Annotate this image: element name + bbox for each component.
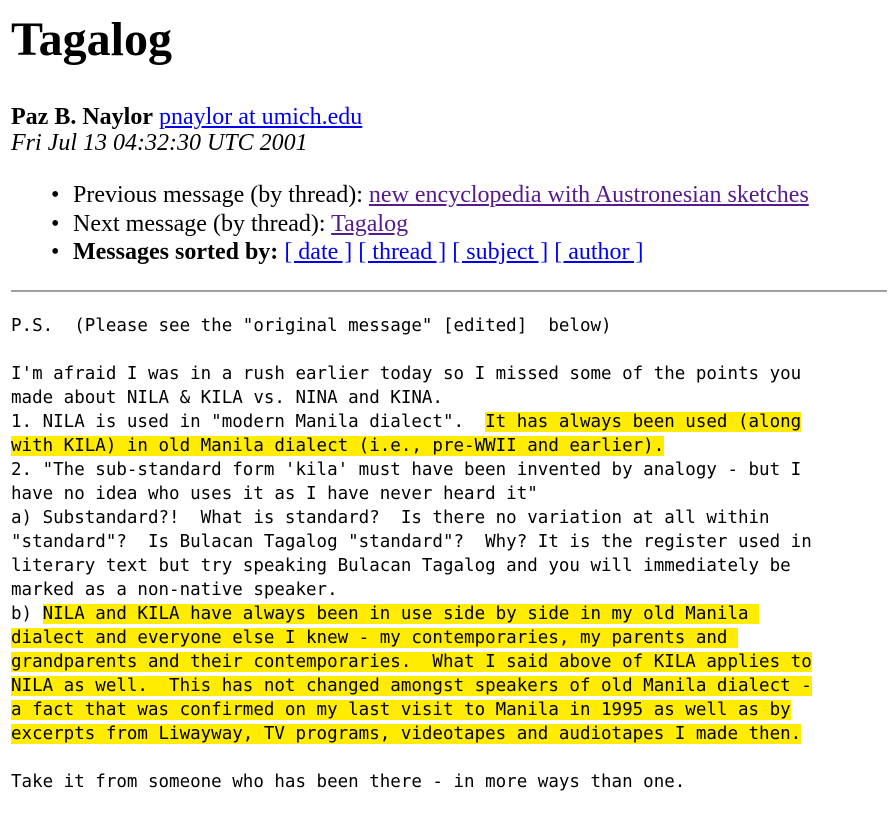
sort-subject-link[interactable]: [ subject ] bbox=[452, 239, 549, 265]
next-message-link[interactable]: Tagalog bbox=[331, 210, 409, 237]
body-line: literary text but try speaking Bulacan Tagalog and you will immediately be bbox=[11, 556, 791, 576]
nav-sorted bbox=[73, 238, 809, 267]
author-line bbox=[11, 103, 362, 131]
sorted-by-label: Messages sorted by: bbox=[73, 239, 285, 265]
message-date: Fri Jul 13 04:32:30 UTC 2001 bbox=[11, 130, 308, 156]
author-email-link[interactable]: pnaylor at umich.edu bbox=[158, 104, 363, 130]
body-line: marked as a non-native speaker. bbox=[11, 580, 338, 600]
nav-next-label: Next message (by thread): bbox=[73, 210, 332, 237]
highlighted-text: NILA and KILA have always been in use side by side in my old Manila bbox=[42, 604, 760, 624]
body-line: have no idea who uses it as I have never heard it" bbox=[11, 484, 538, 504]
body-line: I'm afraid I was in a rush earlier today so I missed some of the points you bbox=[11, 364, 802, 384]
nav-prev bbox=[73, 181, 809, 210]
body-line: 1. NILA is used in "modern Manila dialect". bbox=[11, 412, 486, 432]
divider bbox=[11, 290, 887, 292]
body-line: 2. "The sub-standard form 'kila' must have been invented by analogy - but I bbox=[11, 460, 802, 480]
ps-line: P.S. (Please see the "original message" [edited] below) bbox=[11, 316, 612, 336]
author-name: Paz B. Naylor bbox=[11, 104, 153, 130]
message-nav bbox=[11, 181, 809, 267]
sort-date-link[interactable]: [ date ] bbox=[284, 239, 353, 265]
nav-next bbox=[73, 210, 809, 239]
body-line: b) bbox=[11, 604, 43, 624]
closing-line: Take it from someone who has been there - in more ways than one. bbox=[11, 772, 686, 792]
highlighted-text: excerpts from Liwayway, TV programs, videotapes and audiotapes I made then. bbox=[11, 724, 802, 744]
message-body bbox=[11, 314, 812, 794]
body-line: made about NILA & KILA vs. NINA and KINA. bbox=[11, 388, 443, 408]
body-line: "standard"? Is Bulacan Tagalog "standard"? Why? It is the register used in bbox=[11, 532, 812, 552]
prev-message-link[interactable]: new encyclopedia with Austronesian sketches bbox=[368, 182, 809, 208]
nav-prev-label: Previous message (by thread): bbox=[73, 182, 369, 208]
body-line: a) Substandard?! What is standard? Is there no variation at all within bbox=[11, 508, 770, 528]
page-title: Tagalog bbox=[11, 13, 172, 66]
highlighted-text: NILA as well. This has not changed amongst speakers of old Manila dialect - bbox=[11, 676, 812, 696]
highlighted-text: a fact that was confirmed on my last visit to Manila in 1995 as well as by bbox=[11, 700, 791, 720]
sort-thread-link[interactable]: [ thread ] bbox=[358, 239, 447, 265]
highlighted-text: with KILA) in old Manila dialect (i.e., pre-WWII and earlier). bbox=[11, 436, 665, 456]
highlighted-text: It has always been used (along bbox=[485, 412, 802, 432]
highlighted-text: dialect and everyone else I knew - my contemporaries, my parents and bbox=[11, 628, 738, 648]
sort-author-link[interactable]: [ author ] bbox=[554, 239, 644, 265]
highlighted-text: grandparents and their contemporaries. What I said above of KILA applies to bbox=[11, 652, 812, 672]
